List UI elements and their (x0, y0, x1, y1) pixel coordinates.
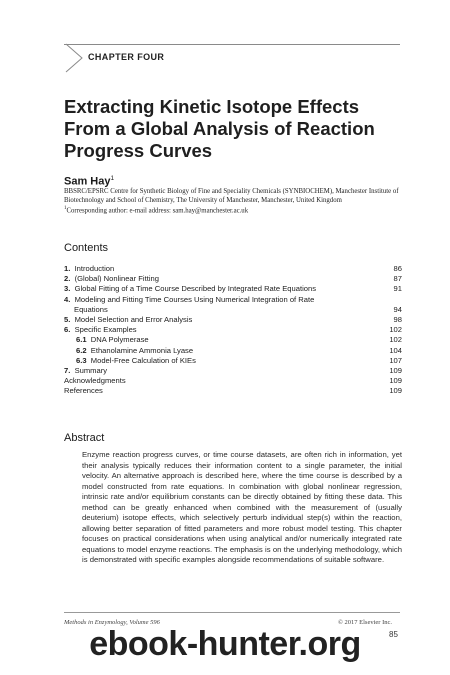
affiliation-block (64, 188, 409, 216)
toc-entry-label: Acknowledgments (64, 376, 126, 386)
toc-entry[interactable] (64, 366, 402, 376)
toc-entry-number: 6.3 (76, 355, 91, 365)
toc-entry-label: Ethanolamine Ammonia Lyase (90, 345, 194, 355)
toc-entry-page: 87 (393, 274, 402, 284)
toc-entry-number: 6.1 (76, 335, 91, 345)
toc-entry-page: 109 (389, 386, 402, 396)
toc-entry-label: References (64, 386, 103, 396)
author-name: Sam Hay$^1$ (64, 175, 115, 188)
author-superscript: 1 (110, 175, 115, 182)
chapter-title: Extracting Kinetic Isotope Effects From a Global Analysis of Reaction Progress Curves (64, 96, 375, 161)
toc-entry[interactable] (64, 325, 402, 335)
toc-entry-number: 1. (64, 264, 75, 273)
toc-entry-number: 5. (64, 314, 75, 324)
contents-heading: Contents (64, 242, 109, 254)
chapter-label: CHAPTER FOUR (88, 52, 165, 62)
toc-entry-label: (Global) Nonlinear Fitting (74, 274, 159, 284)
toc-entry-label: Introduction (74, 264, 115, 273)
chapter-chevron-icon (64, 42, 86, 74)
footer-journal: Methods in Enzymology, Volume 596 (64, 619, 160, 626)
toc-entry-page: 102 (389, 325, 402, 335)
toc-entry-label: Model Selection and Error Analysis (74, 314, 193, 324)
toc-entry[interactable] (64, 356, 402, 366)
toc-entry-label: Modeling and Fitting Time Courses Using Numerical Integration of Rate (74, 294, 315, 304)
corresponding-author: $^1$Corresponding author: e-mail address: sam.hay@manchester.ac.uk (64, 206, 249, 215)
chapter-rule (64, 44, 400, 45)
toc-entry-label: Summary (74, 365, 108, 375)
toc-entry-page: 109 (389, 376, 402, 386)
page-number: 85 (389, 630, 398, 639)
toc-entry-label: Equations (74, 304, 108, 314)
footer-copyright: © 2017 Elsevier Inc. (337, 619, 392, 626)
toc-entry[interactable] (64, 376, 402, 386)
toc-entry[interactable] (64, 274, 402, 284)
toc-entry[interactable] (64, 346, 402, 356)
toc-entry-page: 109 (389, 365, 402, 375)
toc-entry-number: 6.2 (76, 345, 91, 355)
toc-entry-number: 7. (64, 365, 75, 375)
affiliation-text: BBSRC/EPSRC Centre for Synthetic Biology of Fine and Speciality Chemicals (SYNBIOCHEM), Manchester Institute of Biotechnology and School of Chemistry, The University of Manchester, Manchester, United Kingdom (64, 188, 399, 204)
footer-rule (64, 612, 400, 613)
toc-entry[interactable] (64, 284, 402, 294)
toc-entry-number: 2. (64, 274, 75, 284)
table-of-contents (64, 264, 402, 396)
toc-entry-label: Global Fitting of a Time Course Described by Integrated Rate Equations (74, 284, 317, 294)
toc-entry[interactable] (64, 386, 402, 396)
toc-entry-page: 102 (389, 335, 402, 345)
toc-entry-page: 104 (389, 345, 402, 355)
toc-entry-label: Model-Free Calculation of KIEs (90, 355, 196, 365)
toc-entry-page: 107 (389, 355, 402, 365)
toc-entry-label: Specific Examples (74, 325, 137, 335)
toc-entry[interactable] (64, 335, 402, 345)
watermark: ebook-hunter.org (89, 625, 361, 663)
toc-entry[interactable] (64, 264, 402, 274)
toc-entry-number: 3. (64, 284, 75, 294)
toc-entry-number: 6. (64, 325, 75, 335)
toc-entry-page: 98 (393, 314, 402, 324)
toc-entry-label: DNA Polymerase (90, 335, 149, 345)
toc-entry-page: 91 (393, 284, 402, 294)
toc-entry[interactable] (64, 305, 402, 315)
abstract-heading: Abstract (64, 432, 105, 444)
toc-entry[interactable] (64, 295, 402, 305)
abstract-text: Enzyme reaction progress curves, or time course datasets, are often rich in information, yet their analysis typically reduces their information content to a single parameter, the initial velocity. An alternative approach is described here, where the time course is described by a model constructed from rate equations. In combination with global nonlinear regression, intrinsic rate and/or equilibrium constants can be directly obtained by fitting these data. This method can be greatly enhanced when combined with the measurement of (usually deuterium) isotope effects, which selectively perturb individual step(s) within the reaction, allowing better separation of fitted parameters and more robust model testing. This chapter focuses on practical considerations when using analytical and/or numerically integrated rate equations to model enzyme reactions. The emphasis is on the underlying methodology, which is demonstrated with specific examples alongside recommendations of suitable software. (82, 450, 402, 564)
toc-entry-page: 94 (393, 304, 402, 314)
toc-entry-page: 86 (393, 264, 402, 273)
toc-entry[interactable] (64, 315, 402, 325)
toc-entry-number: 4. (64, 294, 75, 304)
